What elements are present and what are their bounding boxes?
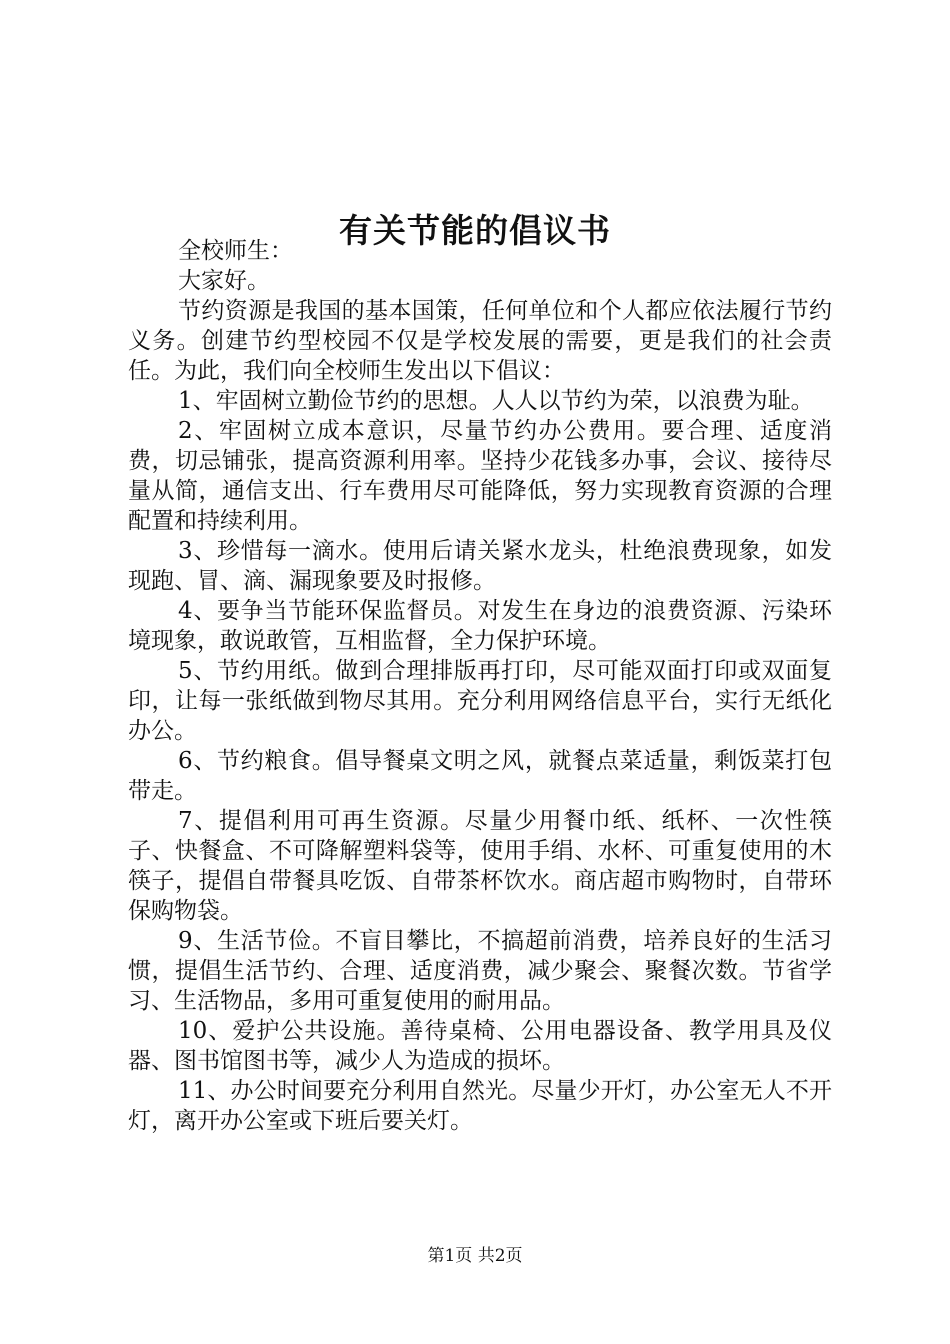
greeting: 大家好。 (178, 268, 270, 294)
proposal-item-3: 3、珍惜每一滴水。使用后请关紧水龙头，杜绝浪费现象，如发现跑、冒、滴、漏现象要及时报修。 (128, 538, 832, 594)
proposal-item-1: 1、牢固树立勤俭节约的思想。人人以节约为荣，以浪费为耻。 (178, 388, 814, 414)
document-title: 有关节能的倡议书 (339, 211, 611, 251)
intro-paragraph: 节约资源是我国的基本国策，任何单位和个人都应依法履行节约义务。创建节约型校园不仅是学校发展的需要，更是我们的社会责任。为此，我们向全校师生发出以下倡议： (128, 298, 832, 384)
proposal-item-4: 4、要争当节能环保监督员。对发生在身边的浪费资源、污染环境现象，敢说敢管，互相监督，全力保护环境。 (128, 598, 832, 654)
proposal-item-7: 7、提倡利用可再生资源。尽量少用餐巾纸、纸杯、一次性筷子、快餐盒、不可降解塑料袋等，使用手绢、水杯、可重复使用的木筷子，提倡自带餐具吃饭、自带茶杯饮水。商店超市购物时，自带环保购物袋。 (128, 808, 832, 924)
proposal-item-11: 11、办公时间要充分利用自然光。尽量少开灯，办公室无人不开灯，离开办公室或下班后要关灯。 (128, 1078, 832, 1134)
proposal-item-6: 6、节约粮食。倡导餐桌文明之风，就餐点菜适量，剩饭菜打包带走。 (128, 748, 832, 804)
page-footer: 第1页 共2页 (427, 1246, 523, 1266)
proposal-item-2: 2、牢固树立成本意识，尽量节约办公费用。要合理、适度消费，切忌铺张，提高资源利用率。坚持少花钱多办事，会议、接待尽量从简，通信支出、行车费用尽可能降低，努力实现教育资源的合理配置和持续利用。 (128, 418, 832, 534)
proposal-item-9: 9、生活节俭。不盲目攀比，不搞超前消费，培养良好的生活习惯，提倡生活节约、合理、适度消费，减少聚会、聚餐次数。节省学习、生活物品，多用可重复使用的耐用品。 (128, 928, 832, 1014)
document-body (128, 236, 832, 1136)
salutation: 全校师生： (178, 238, 293, 264)
proposal-item-10: 10、爱护公共设施。善待桌椅、公用电器设备、教学用具及仪器、图书馆图书等，减少人为造成的损坏。 (128, 1018, 832, 1074)
proposal-item-5: 5、节约用纸。做到合理排版再打印，尽可能双面打印或双面复印，让每一张纸做到物尽其用。充分利用网络信息平台，实行无纸化办公。 (128, 658, 832, 744)
